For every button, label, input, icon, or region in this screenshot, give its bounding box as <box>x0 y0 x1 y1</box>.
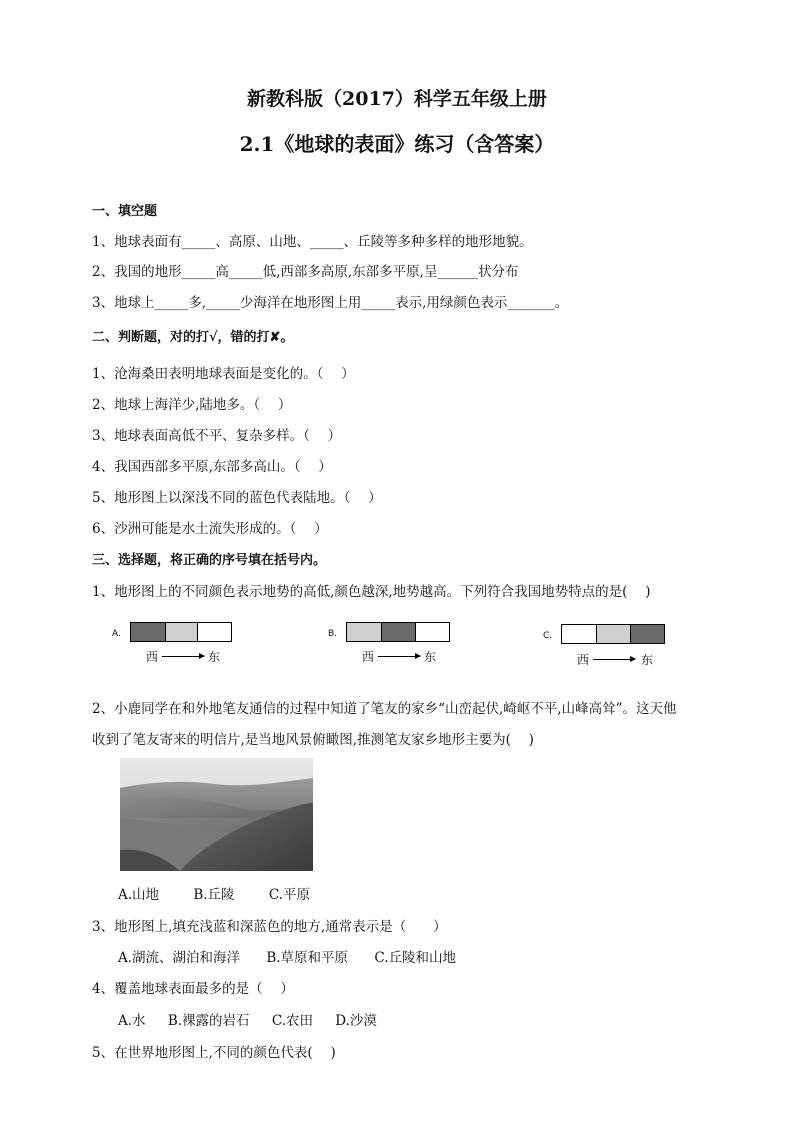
option-c-cell-light <box>596 624 631 644</box>
choice-question-5: 5、在世界地形图上,不同的颜色代表( ) <box>92 1045 336 1061</box>
judge-question-6: 6、沙洲可能是水土流失形成的。（ ） <box>92 521 328 537</box>
q4-option-a[interactable]: A.水 <box>118 1013 146 1029</box>
judge-question-2: 2、地球上海洋少,陆地多。（ ） <box>92 397 292 413</box>
q2-option-a[interactable]: A.山地 <box>118 887 160 903</box>
option-a-cell-white <box>197 622 232 642</box>
question-3-options <box>118 946 486 966</box>
option-a-east: 东 <box>208 650 221 664</box>
section2-heading: 二、判断题，对的打√，错的打✘。 <box>92 330 294 345</box>
option-a-west: 西 <box>146 650 159 664</box>
document-title: 新教科版（2017）科学五年级上册 <box>247 88 547 110</box>
choice-question-4: 4、覆盖地球表面最多的是（ ） <box>92 981 294 997</box>
q2-option-b[interactable]: B.丘陵 <box>193 887 235 903</box>
option-c-west: 西 <box>577 653 590 667</box>
choice-question-1: 1、地形图上的不同颜色表示地势的高低,颜色越深,地势越高。下列符合我国地势特点的是( ) <box>92 584 651 600</box>
option-c-diagram <box>543 624 673 670</box>
option-b-label: B. <box>328 629 338 639</box>
option-a-cell-light <box>165 622 198 642</box>
question-2-options <box>118 883 340 903</box>
fill-question-2: 2、我国的地形_____高_____低,西部多高原,东部多平原,呈______状分布 <box>92 264 519 280</box>
option-c-arrow <box>593 659 635 660</box>
option-a-cell-dark <box>130 622 166 642</box>
q4-option-d[interactable]: D.沙漠 <box>335 1013 377 1029</box>
judge-question-4: 4、我国西部多平原,东部多高山。（ ） <box>92 459 332 475</box>
judge-question-1: 1、沧海桑田表明地球表面是变化的。（ ） <box>92 366 355 382</box>
option-a-arrow <box>162 656 204 657</box>
option-b-cell-dark <box>381 622 416 642</box>
question-4-options <box>118 1009 407 1029</box>
option-a-label: A. <box>112 629 121 639</box>
judge-question-3: 3、地球表面高低不平、复杂多样。（ ） <box>92 428 342 444</box>
option-b-west: 西 <box>362 650 375 664</box>
option-b-east: 东 <box>424 650 437 664</box>
option-c-label: C. <box>543 631 553 641</box>
choice-question-2-line1: 2、小鹿同学在和外地笔友通信的过程中知道了笔友的家乡“山峦起伏,崎岖不平,山峰高耸”。这天他 <box>92 701 677 717</box>
option-c-cell-dark <box>630 624 665 644</box>
document-subtitle: 2.1《地球的表面》练习（含答案） <box>239 132 555 156</box>
option-b-arrow <box>378 656 420 657</box>
option-b-cell-light <box>346 622 382 642</box>
option-a-diagram <box>112 622 242 668</box>
option-b-cell-white <box>415 622 450 642</box>
choice-question-2-line2: 收到了笔友寄来的明信片,是当地风景俯瞰图,推测笔友家乡地形主要为( ) <box>92 732 534 748</box>
landscape-photo-drawing <box>120 758 313 871</box>
option-b-diagram <box>328 622 458 668</box>
choice-question-3: 3、地形图上,填充浅蓝和深蓝色的地方,通常表示是（ ） <box>92 919 447 935</box>
section1-heading: 一、填空题 <box>92 204 158 219</box>
q3-option-a[interactable]: A.湖流、湖泊和海洋 <box>118 950 241 966</box>
q2-option-c[interactable]: C.平原 <box>268 887 310 903</box>
option-c-east: 东 <box>641 653 654 667</box>
fill-question-3: 3、地球上_____多,_____少海洋在地形图上用_____表示,用绿颜色表示_______。 <box>92 295 569 311</box>
q4-option-b[interactable]: B.裸露的岩石 <box>167 1013 250 1029</box>
q4-option-c[interactable]: C.农田 <box>271 1013 313 1029</box>
q3-option-c[interactable]: C.丘陵和山地 <box>374 950 456 966</box>
section3-heading: 三、选择题，将正确的序号填在括号内。 <box>92 553 327 568</box>
q3-option-b[interactable]: B.草原和平原 <box>266 950 349 966</box>
landscape-photo <box>120 758 313 871</box>
option-c-cell-white <box>561 624 597 644</box>
fill-question-1: 1、地球表面有_____、高原、山地、_____、丘陵等多种多样的地形地貌。 <box>92 234 533 250</box>
judge-question-5: 5、地形图上以深浅不同的蓝色代表陆地。（ ） <box>92 490 382 506</box>
